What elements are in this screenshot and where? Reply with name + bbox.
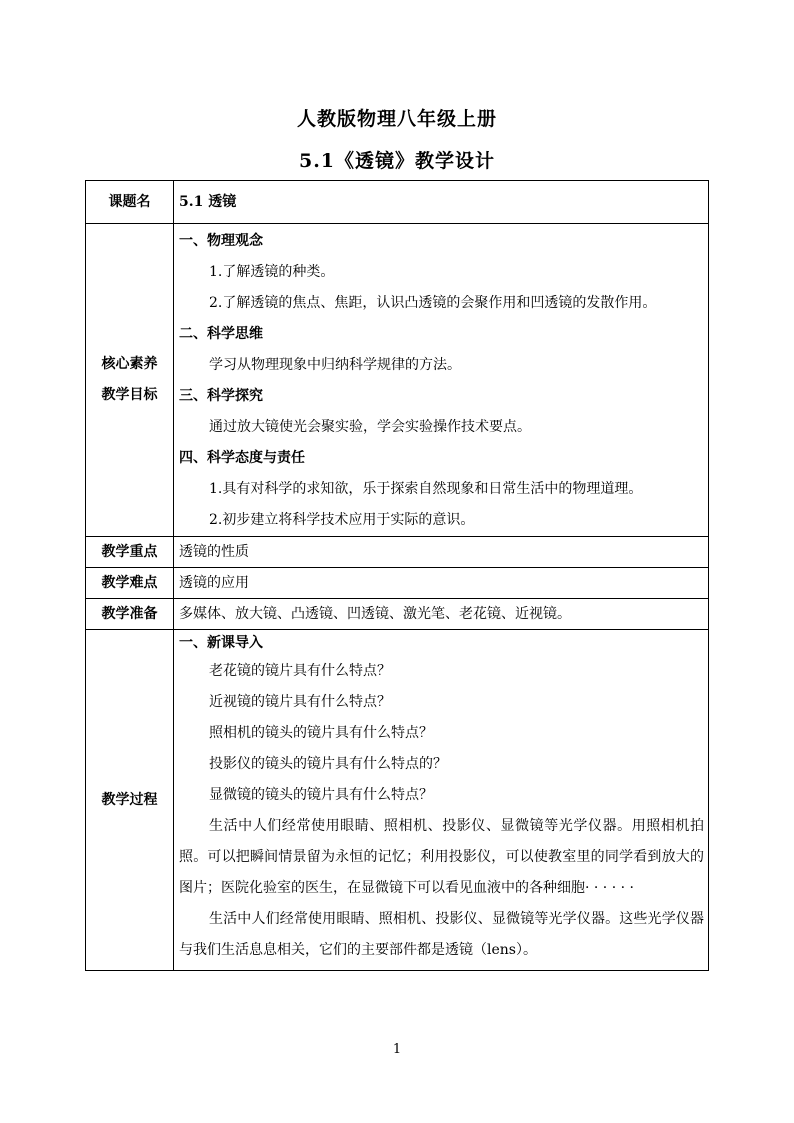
process-paragraph: 生活中人们经常使用眼睛、照相机、投影仪、显微镜等光学仪器。这些光学仪器与我们生活息息相关，它们的主要部件都是透镜（lens）。 [179,911,704,958]
goals-content [174,224,709,537]
document-title: 人教版物理八年级上册 [296,108,497,130]
key-point-value: 透镜的性质 [174,537,709,568]
goal-heading: 四、科学态度与责任 [179,450,305,466]
process-question: 近视镜的镜片具有什么特点？ [209,694,391,710]
page-number: 1 [392,1042,402,1057]
goals-label [86,224,174,537]
topic-label: 课题名 [86,181,174,224]
goals-row [86,224,709,537]
preparation-label: 教学准备 [86,599,174,630]
document-subtitle: 5.1《透镜》教学设计 [298,150,496,172]
topic-value: 5.1 透镜 [174,181,709,224]
goal-heading: 二、科学思维 [179,326,263,342]
goal-item: 1.了解透镜的种类。 [209,264,335,280]
goals-label-line1: 核心素养 [101,356,158,372]
process-label: 教学过程 [86,630,174,971]
goal-item: 2.初步建立将科学技术应用于实际的意识。 [209,512,475,528]
key-point-label: 教学重点 [86,537,174,568]
difficulty-value: 透镜的应用 [174,568,709,599]
difficulty-row [86,568,709,599]
process-question: 投影仪的镜头的镜片具有什么特点的？ [209,756,447,772]
process-paragraph: 生活中人们经常使用眼睛、照相机、投影仪、显微镜等光学仪器。用照相机拍照。可以把瞬间情景留为永恒的记忆；利用投影仪，可以使教室里的同学看到放大的图片；医院化验室的医生，在显微镜下可以看见血液中的各种细胞· · · · · · [179,818,704,896]
difficulty-label: 教学难点 [86,568,174,599]
topic-row [86,181,709,224]
lesson-plan-table [85,180,709,971]
goal-item: 2.了解透镜的焦点、焦距，认识凸透镜的会聚作用和凹透镜的发散作用。 [209,295,657,311]
goal-heading: 三、科学探究 [179,388,263,404]
process-row [86,630,709,971]
goal-item: 1.具有对科学的求知欲，乐于探索自然现象和日常生活中的物理道理。 [209,481,643,497]
process-question: 显微镜的镜头的镜片具有什么特点？ [209,787,433,803]
preparation-value: 多媒体、放大镜、凸透镜、凹透镜、激光笔、老花镜、近视镜。 [174,599,709,630]
goal-heading: 一、物理观念 [179,233,263,249]
goals-label-line2: 教学目标 [101,387,158,403]
process-heading: 一、新课导入 [179,635,263,651]
key-point-row [86,537,709,568]
process-question: 照相机的镜头的镜片具有什么特点？ [209,725,433,741]
preparation-row [86,599,709,630]
process-question: 老花镜的镜片具有什么特点？ [209,663,391,679]
goal-item: 学习从物理现象中归纳科学规律的方法。 [209,357,461,373]
goal-item: 通过放大镜使光会聚实验，学会实验操作技术要点。 [209,419,531,435]
process-content [174,630,709,971]
